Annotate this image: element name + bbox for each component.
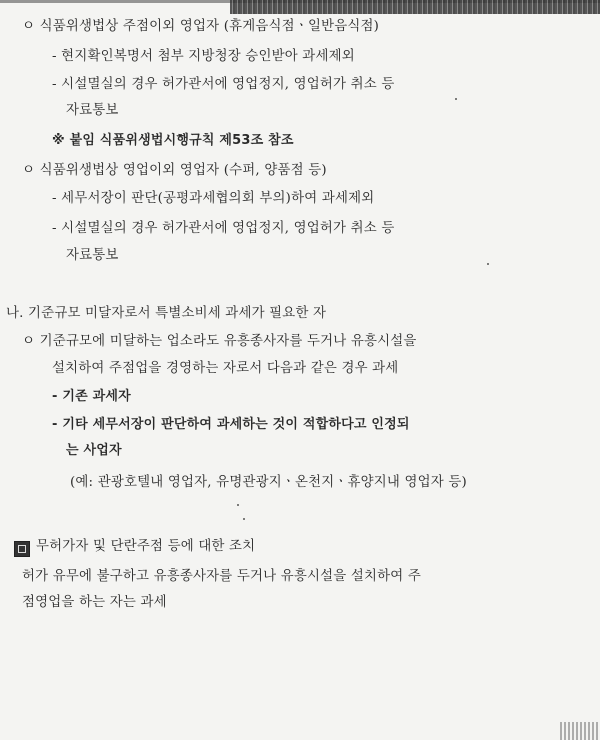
dash-item-field-check: - 현지확인복명서 첨부 지방청장 승인받아 과세제외 [52, 49, 355, 64]
square-bullet-icon [14, 541, 30, 557]
dash-item-continuation-1: 자료통보 [66, 103, 119, 118]
dash-item-continuation-2: 자료통보 [66, 248, 119, 263]
scan-speck [487, 263, 489, 265]
dash-item-tax-office-judgement: - 세무서장이 판단(공평과세협의회 부의)하여 과세제외 [52, 191, 375, 206]
scan-speck [237, 504, 239, 506]
scan-artifact-top [230, 0, 600, 14]
dash-item-other-continuation: 는 사업자 [66, 443, 122, 458]
unlicensed-body-1: 허가 유무에 불구하고 유흥종사자를 두거나 유흥시설을 설치하여 주 [22, 569, 421, 584]
dash-item-other-tax-office: - 기타 세무서장이 판단하여 과세하는 것이 적합하다고 인정되 [52, 417, 410, 432]
section-heading-na: 나. 기준규모 미달자로서 특별소비세 과세가 필요한 자 [6, 306, 327, 321]
bullet-food-sanitation-non-business: ㅇ 식품위생법상 영업이외 영업자 (수퍼, 양품점 등) [22, 163, 327, 178]
reference-note: ※ 붙임 식품위생법시행규칙 제53조 참조 [52, 133, 294, 148]
example-note: (예: 관광호텔내 영업자, 유명관광지ㆍ온천지ㆍ휴양지내 영업자 등) [70, 475, 467, 490]
bullet-food-sanitation-non-bar: ㅇ 식품위생법상 주점이외 영업자 (휴게음식점ㆍ일반음식점) [22, 19, 380, 34]
unlicensed-body-2: 점영업을 하는 자는 과세 [22, 595, 167, 610]
scan-speck [455, 98, 457, 100]
bullet-below-standard-continuation: 설치하여 주점업을 경영하는 자로서 다음과 같은 경우 과세 [52, 361, 399, 376]
dash-item-existing-taxpayer: - 기존 과세자 [52, 389, 131, 404]
section-heading-unlicensed: 무허가자 및 단란주점 등에 대한 조치 [36, 539, 256, 554]
scan-edge-bottom [560, 722, 600, 740]
scan-speck [243, 518, 245, 520]
dash-item-facility-loss-1: - 시설멸실의 경우 허가관서에 영업정지, 영업허가 취소 등 [52, 77, 395, 92]
dash-item-facility-loss-2: - 시설멸실의 경우 허가관서에 영업정지, 영업허가 취소 등 [52, 221, 395, 236]
bullet-below-standard: ㅇ 기준규모에 미달하는 업소라도 유흥종사자를 두거나 유흥시설을 [22, 334, 417, 349]
